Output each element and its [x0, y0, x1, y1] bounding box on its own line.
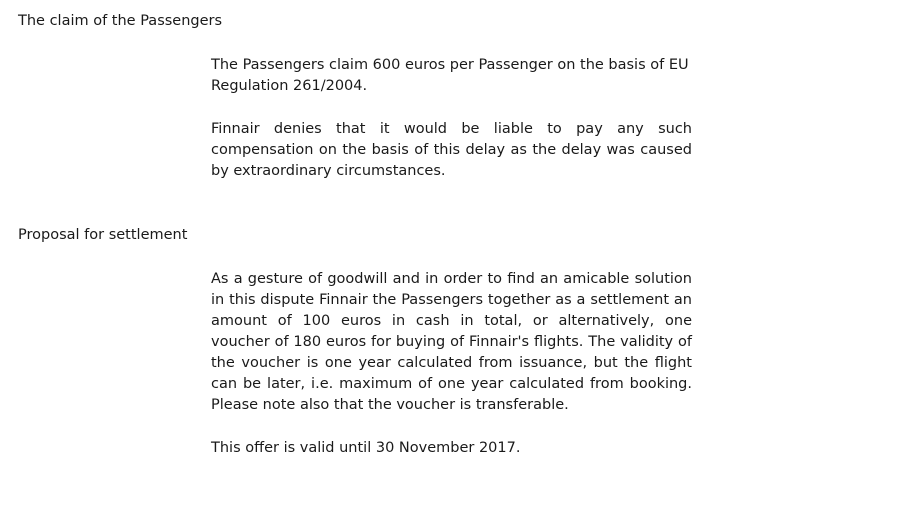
section-heading-claim: The claim of the Passengers	[18, 13, 223, 29]
settlement-offer-paragraph: As a gesture of goodwill and in order to find an amicable solution in this dispute Finnair the Passengers together as a settlement an amount of 100 euros in cash in total, or alternatively, one voucher of 180 euros for buying of Finnair's flights. The validity of the voucher is one year calculated from issuance, but the flight can be later, i.e. maximum of one year calculated from booking. Please note also that the voucher is transferable.	[211, 271, 692, 413]
offer-validity-paragraph: This offer is valid until 30 November 2017.	[211, 440, 521, 456]
finnair-denial-paragraph: Finnair denies that it would be liable to pay any such compensation on the basis of this delay as the delay was caused by extraordinary circumstances.	[211, 121, 692, 179]
section-heading-settlement: Proposal for settlement	[18, 227, 188, 243]
claim-paragraph: The Passengers claim 600 euros per Passenger on the basis of EU Regulation 261/2004.	[211, 57, 689, 94]
